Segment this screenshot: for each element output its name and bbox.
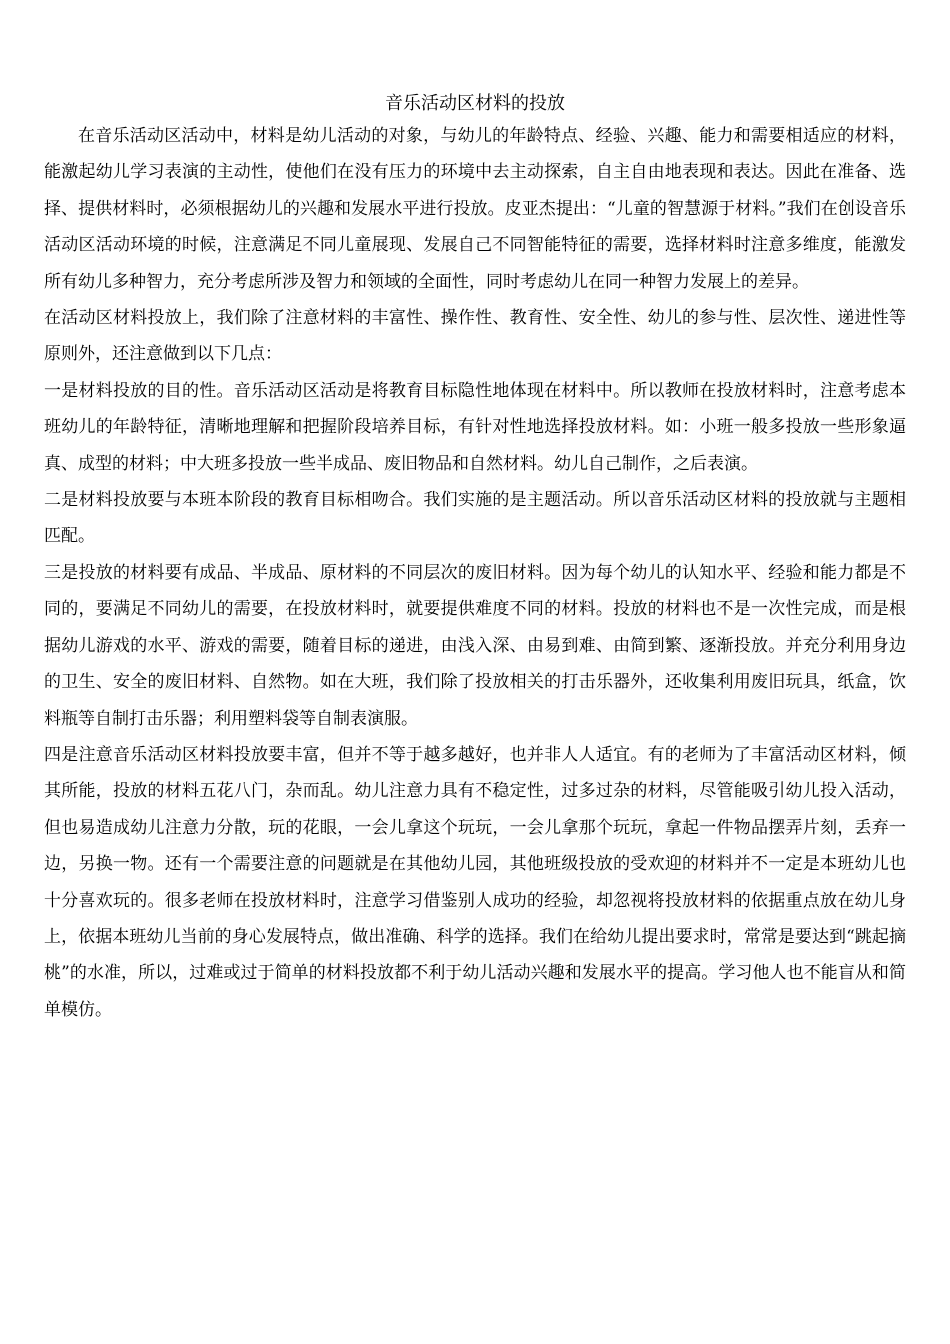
paragraph-principles: 在活动区材料投放上，我们除了注意材料的丰富性、操作性、教育性、安全性、幼儿的参与性、层次性、递进性等原则外，还注意做到以下几点： [44, 308, 906, 365]
paragraph-point-4: 四是注意音乐活动区材料投放要丰富，但并不等于越多越好，也并非人人适宜。有的老师为了丰富活动区材料，倾其所能，投放的材料五花八门，杂而乱。幼儿注意力具有不稳定性，过多过杂的材料，尽管能吸引幼儿投入活动，但也易造成幼儿注意力分散，玩的花眼，一会儿拿这个玩玩，一会儿拿那个玩玩，拿起一件物品摆弄片刻，丢弃一边，另换一物。还有一个需要注意的问题就是在其他幼儿园，其他班级投放的受欢迎的材料并不一定是本班幼儿也十分喜欢玩的。很多老师在投放材料时，注意学习借鉴别人成功的经验，却忽视将投放材料的依据重点放在幼儿身上，依据本班幼儿当前的身心发展特点，做出准确、科学的选择。我们在给幼儿提出要求时，常常是要达到“跳起摘桃”的水准，所以，过难或过于简单的材料投放都不利于幼儿活动兴趣和发展水平的提高。学习他人也不能盲从和简单模仿。 [44, 744, 906, 1020]
paragraph-point-1: 一是材料投放的目的性。音乐活动区活动是将教育目标隐性地体现在材料中。所以教师在投放材料时，注意考虑本班幼儿的年龄特征，清晰地理解和把握阶段培养目标，有针对性地选择投放材料。如：小班一般多投放一些形象逼真、成型的材料；中大班多投放一些半成品、废旧物品和自然材料。幼儿自己制作，之后表演。 [44, 380, 906, 474]
document-page [44, 90, 906, 1028]
paragraph-point-3: 三是投放的材料要有成品、半成品、原材料的不同层次的废旧材料。因为每个幼儿的认知水平、经验和能力都是不同的，要满足不同幼儿的需要，在投放材料时，就要提供难度不同的材料。投放的材料也不是一次性完成，而是根据幼儿游戏的水平、游戏的需要，随着目标的递进，由浅入深、由易到难、由简到繁、逐渐投放。并充分利用身边的卫生、安全的废旧材料、自然物。如在大班，我们除了投放相关的打击乐器外，还收集利用废旧玩具，纸盒，饮料瓶等自制打击乐器；利用塑料袋等自制表演服。 [44, 562, 906, 729]
paragraph-point-2: 二是材料投放要与本班本阶段的教育目标相吻合。我们实施的是主题活动。所以音乐活动区材料的投放就与主题相匹配。 [44, 490, 906, 547]
paragraph-intro: 在音乐活动区活动中，材料是幼儿活动的对象，与幼儿的年龄特点、经验、兴趣、能力和需要相适应的材料，能激起幼儿学习表演的主动性，使他们在没有压力的环境中去主动探索，自主自由地表现和表达。因此在准备、选择、提供材料时，必须根据幼儿的兴趣和发展水平进行投放。皮亚杰提出：“儿童的智慧源于材料。”我们在创设音乐活动区活动环境的时候，注意满足不同儿童展现、发展自己不同智能特征的需要，选择材料时注意多维度，能激发所有幼儿多种智力，充分考虑所涉及智力和领域的全面性，同时考虑幼儿在同一种智力发展上的差异。 [44, 126, 906, 292]
document-title: 音乐活动区材料的投放 [385, 93, 565, 114]
